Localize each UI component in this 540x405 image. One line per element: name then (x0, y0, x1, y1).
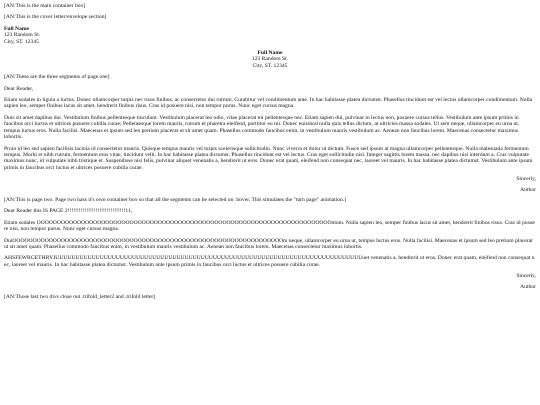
recipient-street: 123 Random St. (251, 56, 289, 63)
letter-page-two (4, 208, 536, 290)
page-two-greeting: Dear Reader this IS PAGE 2!!!!!!!!!!!!!!!!!!!!!!!!!!!!!!!11, (4, 208, 133, 215)
sender-city: City, ST. 12345 (4, 38, 39, 45)
sender-name: Full Name (4, 25, 30, 32)
letter-page-one (4, 86, 536, 193)
page-two-paragraph: AHSFEWRGETHRYJUUUUUUUUUUUUUUUUUUUUUUUUUUUUUUUUUUUUUUUUUUUUUUUUUUUUUUUUUUUUUUUUUUUUUUUUUUUUuet venenatis a, hendrerit ut eros. Donec erat quam, eleifend non consequat nec, laoreet vel mauris. In hac habitasse platea dictumst. Vestibulum ante ipsum primis in faucibus orci luctus et ultrices posuere cubilia curae. (4, 255, 535, 268)
page-one-paragraph: Duis sit amet dapibus dui. Vestibulum finibus pellentesque tincidunt. Vestibulum placerat leo odio, vitae placerat mi pellentesque nec. Etiam sapien dui, pulvinar in lectus non, posuere cursus tellus. Vestibulum ante ipsum primis in faucibus orci luctus et ultrices posuere cubilia curae; Pellentesque lorem mauris, rutrum et pharetra eleifend, porttitor eu mi. Donec euismod nulla quis tellus dictum, at ultricies massa sodales. Ut sem neque, ullamcorper eu urna ut, tempus luctus eros. Nulla facilisi. Maecenas et ipsum sed leo pretium placerat ut sit amet quam. Phasellus commodo faucibus enim, in vestibulum mauris vestibulum ac. Aenean non faucibus lorem. Maecenas consectetur maximus lobortis. (4, 114, 520, 141)
page-two-closing: Sincerly, (516, 273, 536, 280)
annotation-cover-letter: [AN:This is the cover letter/envelope section] (4, 14, 107, 21)
annotation-main-container: [AN:This is the main container box] (4, 3, 86, 9)
sender-street: 123 Random St. (4, 32, 41, 39)
sender-address (4, 26, 536, 45)
page-two-paragraph: DuiOOOOOOOOOOOOOOOOOOOOOOOOOOOOOOOOOOOOOOOOOOOOOOOOOOOOOOOOOOOOOOOOOOOm neque, ullamcorper eu urna ut, tempus luctus eros. Nulla facilisi. Maecenas et ipsum sed leo pretium placerat ut sit amet quam. Phasellus commodo faucibus enim, in vestibulum mauris vestibulum ac. Aenean non faucibus lorem. Maecenas consectetur maximus lobortis. (4, 237, 533, 250)
page-two-signature: Author (520, 283, 536, 290)
annotation-page-two: [AN:This is page two. Page two hass it's own container box so that all the segments can be selected on :hover. This simulates the "turn page" animation.] (4, 196, 347, 203)
page-two-paragraph: Etiam sodales OOOOOOOOOOOOOOOOOOOOOOOOOOOOOOOOOOOOOOOOOOOOOOOOOOOOOOOOOOOOOOOOOOOOOOOOOntum. Nulla sapien leo, semper finibus lacus sit amet, hendrerit finibus risus. Cras id posuere nisi, non tempor purus. Nunc eget cursus magna. (4, 219, 536, 233)
page-one-paragraph: Etiam sodales in ligula a luctus. Donec ullamcorper turpis nec risus finibus, ac consectetur dui rutrum. Curabitur vel condimentum ante. In hac habitasse platea dictumst. Phasellus tincidunt est vel lectus ullamcorper condimentum. Nulla sapien leo, semper finibus lacus sit amet, hendrerit finibus risus. Cras id posuere nisi, non tempor purus. Nunc eget cursus magna. (4, 97, 533, 110)
annotation-three-segments: [AN:These are the three segments of page one] (4, 74, 110, 81)
page-one-paragraph: Proin id leo sed sapien facilisis lacinia id consectetur mauris. Quisque tempus mauris vel turpis scelerisque sollicitudin. Nunc viverra et dolor ut dictum. Fusce sed ipsum at magna ullamcorper pellentesque. Nulla malesuada fermentum tempus. Morbi et nibh rutrum, fermentum eros vitae, tincidunt velit. In hac habitasse platea dictumst. Phasellus tincidunt est vel lectus. Cras eget sollicitudin nisl. Integer sagittis lorem massa, nec dapibus nisi interdum a. Cras vulputate maximus nunc, id vulputate nibh tristique et. Suspendisse nisi felis, pulvinar aliquet venenatis a, hendrerit ut eros. Donec erat quam, eleifend non consequat nec, laoreet vel mauris. In hac habitasse platea dictumst. Vestibulum ante ipsum primis in faucibus orci luctus et ultrices posuere cubilia curae. (4, 145, 533, 171)
page-one-signature: Author (520, 186, 536, 193)
annotation-close-out: [AN:Those last two divs close out .trifold_letter2 and .trifold letter] (4, 294, 156, 300)
recipient-address (4, 50, 536, 69)
page-one-greeting: Dear Reader, (4, 85, 34, 92)
recipient-city: City, ST. 12345 (252, 62, 288, 69)
recipient-name: Full Name (257, 50, 283, 57)
page-one-closing: Sincerly, (516, 176, 536, 183)
